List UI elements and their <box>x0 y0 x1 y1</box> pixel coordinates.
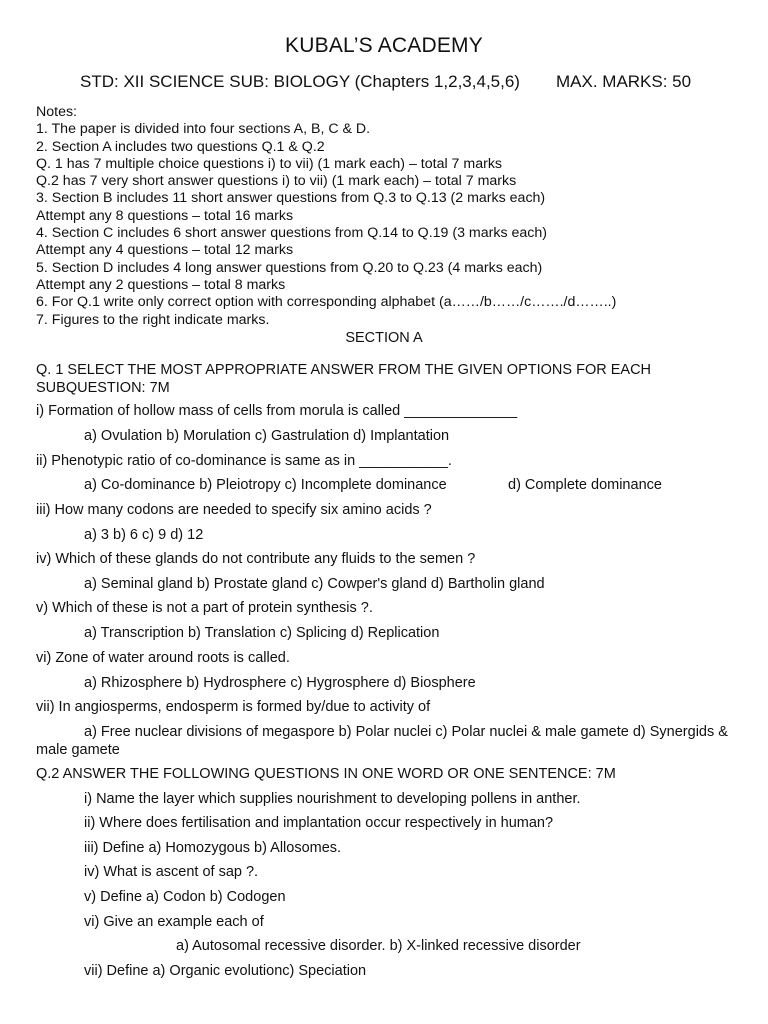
q1-question-iii: iii) How many codons are needed to specify six amino acids ? <box>36 502 432 518</box>
note-line: Attempt any 4 questions – total 12 marks <box>36 242 294 259</box>
q1-question-ii: ii) Phenotypic ratio of co-dominance is same as in ___________. <box>36 453 452 469</box>
q1-options-vii: a) Free nuclear divisions of megaspore b) Polar nuclei c) Polar nuclei & male gamete d) Synergids & male gamete <box>36 724 728 758</box>
q2-question-vi: vi) Give an example each of <box>84 914 264 930</box>
note-line: 3. Section B includes 11 short answer questions from Q.3 to Q.13 (2 marks each) <box>36 190 546 207</box>
q1-question-vi: vi) Zone of water around roots is called. <box>36 650 290 666</box>
q2-question-v: v) Define a) Codon b) Codogen <box>84 889 286 905</box>
q1-options-i: a) Ovulation b) Morulation c) Gastrulation d) Implantation <box>84 428 450 444</box>
note-line: Attempt any 2 questions – total 8 marks <box>36 276 286 293</box>
note-line: 2. Section A includes two questions Q.1 & Q.2 <box>36 138 325 155</box>
q1-question-vii: vii) In angiosperms, endosperm is formed by/due to activity of <box>36 699 431 715</box>
note-line: Q.2 has 7 very short answer questions i) to vii) (1 mark each) – total 7 marks <box>36 173 517 190</box>
q2-question-ii: ii) Where does fertilisation and implantation occur respectively in human? <box>84 815 554 831</box>
q2-question-vi-parts: a) Autosomal recessive disorder. b) X-linked recessive disorder <box>176 938 581 954</box>
academy-title: KUBAL’S ACADEMY <box>285 34 483 57</box>
q2-question-iv: iv) What is ascent of sap ?. <box>84 864 259 880</box>
note-line: Q. 1 has 7 multiple choice questions i) to vii) (1 mark each) – total 7 marks <box>36 155 503 172</box>
q1-question-iv: iv) Which of these glands do not contribute any fluids to the semen ? <box>36 551 476 567</box>
std-subject-line: STD: XII SCIENCE SUB: BIOLOGY (Chapters 1,2,3,4,5,6) <box>80 72 520 91</box>
notes-heading: Notes: <box>36 104 78 120</box>
note-line: Attempt any 8 questions – total 16 marks <box>36 207 294 224</box>
note-line: 5. Section D includes 4 long answer questions from Q.20 to Q.23 (4 marks each) <box>36 259 543 276</box>
note-line: 4. Section C includes 6 short answer questions from Q.14 to Q.19 (3 marks each) <box>36 225 547 242</box>
q1-question-v: v) Which of these is not a part of protein synthesis ?. <box>36 600 373 616</box>
q1-question-i: i) Formation of hollow mass of cells from morula is called ______________ <box>36 403 518 419</box>
q1-option-ii-d: d) Complete dominance <box>508 477 662 493</box>
q1-options-v: a) Transcription b) Translation c) Splicing d) Replication <box>84 625 440 641</box>
notes-block <box>36 104 616 329</box>
q2-heading: Q.2 ANSWER THE FOLLOWING QUESTIONS IN ONE WORD OR ONE SENTENCE: 7M <box>36 766 616 782</box>
q2-question-iii: iii) Define a) Homozygous b) Allosomes. <box>84 840 342 856</box>
q1-options-iv: a) Seminal gland b) Prostate gland c) Cowper's gland d) Bartholin gland <box>84 576 545 592</box>
q1-options-iii: a) 3 b) 6 c) 9 d) 12 <box>84 527 204 543</box>
q1-heading: Q. 1 SELECT THE MOST APPROPRIATE ANSWER FROM THE GIVEN OPTIONS FOR EACH SUBQUESTION: 7M <box>36 362 652 396</box>
note-line: 6. For Q.1 write only correct option with corresponding alphabet (a……/b……/c……./d……..) <box>36 294 617 311</box>
note-line: 7. Figures to the right indicate marks. <box>36 311 270 328</box>
note-line: 1. The paper is divided into four sections A, B, C & D. <box>36 121 371 138</box>
q2-question-vii: vii) Define a) Organic evolutionc) Speciation <box>84 963 367 979</box>
section-a-heading: SECTION A <box>345 330 423 346</box>
q1-options-ii: a) Co-dominance b) Pleiotropy c) Incomplete dominance <box>84 477 447 493</box>
q2-question-i: i) Name the layer which supplies nourishment to developing pollens in anther. <box>84 791 581 807</box>
max-marks: MAX. MARKS: 50 <box>556 72 692 91</box>
q1-options-vi: a) Rhizosphere b) Hydrosphere c) Hygrosphere d) Biosphere <box>84 675 476 691</box>
